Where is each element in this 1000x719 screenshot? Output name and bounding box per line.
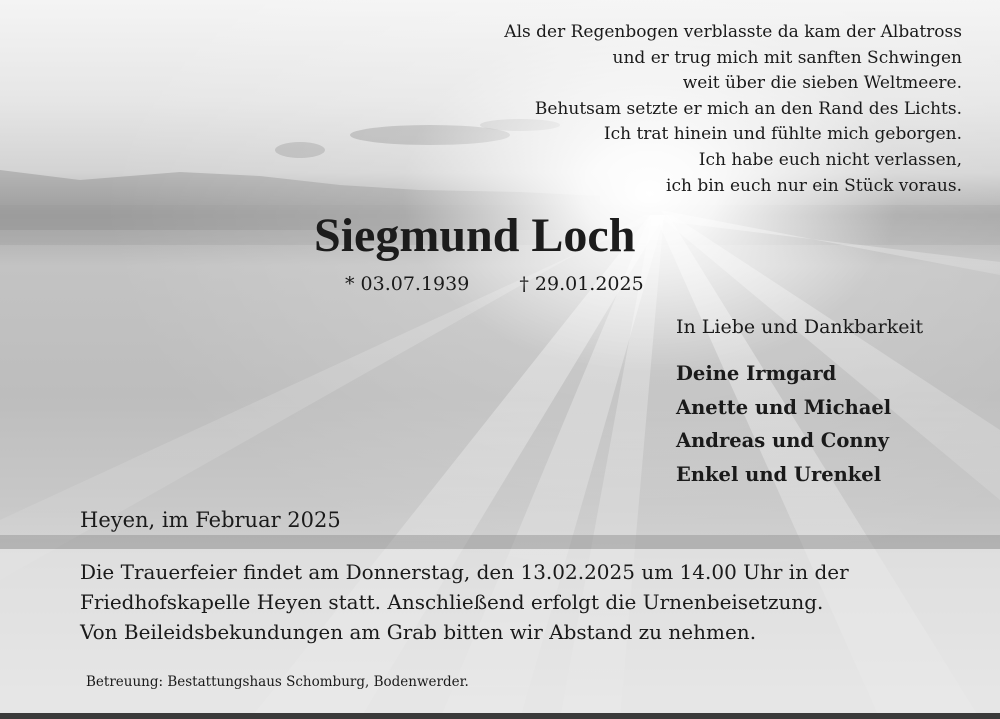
- shoreline-band: [0, 535, 1000, 549]
- poem: [462, 20, 962, 199]
- mourner-name: Anette und Michael: [676, 395, 892, 419]
- deceased-name: Siegmund Loch: [314, 209, 636, 262]
- mourner-name: Enkel und Urenkel: [676, 462, 882, 486]
- mourner-name: Deine Irmgard: [676, 362, 837, 385]
- birth-date: * 03.07.1939: [345, 273, 470, 295]
- poem-line: weit über die sieben Weltmeere.: [682, 73, 962, 94]
- ceremony-line: Die Trauerfeier findet am Donnerstag, den 13.02.2025 um 14.00 Uhr in der: [80, 560, 849, 584]
- life-dates: [345, 271, 644, 297]
- poem-line: Als der Regenbogen verblasste da kam der Albatross: [504, 22, 962, 42]
- poem-line: und er trug mich mit sanften Schwingen: [612, 47, 962, 68]
- ceremony-line: Von Beileidsbekundungen am Grab bitten wir Abstand zu nehmen.: [80, 620, 757, 644]
- poem-line: Ich habe euch nicht verlassen,: [698, 149, 962, 170]
- death-date: † 29.01.2025: [519, 273, 644, 295]
- poem-line: Ich trat hinein und fühlte mich geborgen.: [603, 124, 962, 145]
- mourners-list: [676, 357, 891, 491]
- mourners-intro: In Liebe und Dankbarkeit: [676, 316, 924, 338]
- mourner-name: Andreas und Conny: [676, 429, 890, 452]
- poem-line: Behutsam setzte er mich an den Rand des Lichts.: [534, 98, 962, 119]
- ceremony-details: [80, 557, 849, 647]
- ceremony-line: Friedhofskapelle Heyen statt. Anschließend erfolgt die Urnenbeisetzung.: [80, 590, 824, 614]
- place-and-date: Heyen, im Februar 2025: [80, 508, 341, 532]
- funeral-home-credit: Betreuung: Bestattungshaus Schomburg, Bodenwerder.: [86, 674, 469, 690]
- poem-line: ich bin euch nur ein Stück voraus.: [666, 175, 962, 196]
